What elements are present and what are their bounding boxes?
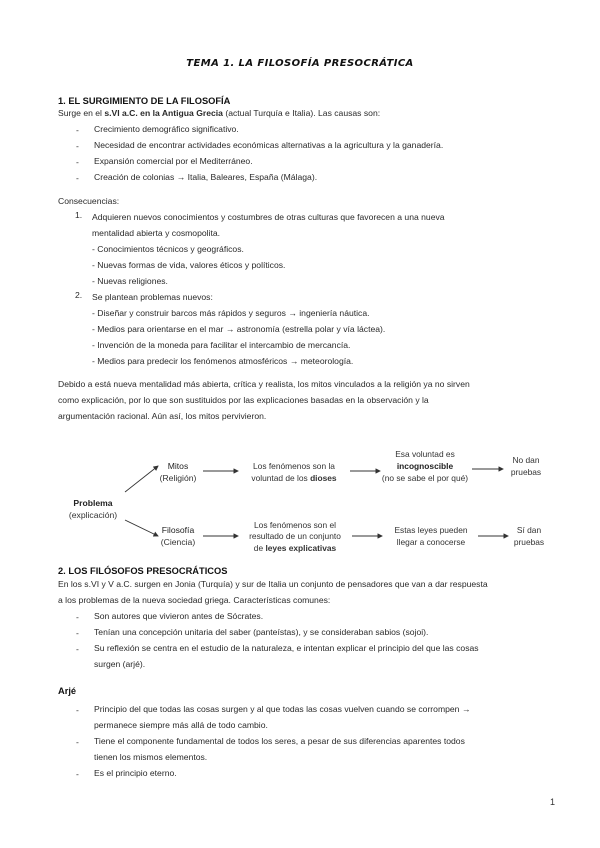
intro-text: Surge en el <box>58 108 105 118</box>
intro-text: (actual Turquía e Italia). Las causas son: <box>222 108 381 118</box>
diagram-bot-end-2: pruebas <box>513 537 545 547</box>
diagram-bot-mid-1: Los fenómenos son el <box>254 520 336 530</box>
diagram-bot-mid-2: resultado de un conjunto <box>249 531 341 541</box>
feature-item-cont: surgen (arjé). <box>94 659 146 669</box>
concept-diagram <box>0 440 600 560</box>
diagram-top-r1: Esa voluntad es <box>395 449 455 459</box>
consequences-label: Consecuencias: <box>58 196 120 206</box>
diagram-bot-mid-3: de leyes explicativas <box>253 543 337 553</box>
section-heading-2: 2. LOS FILÓSOFOS PRESOCRÁTICOS <box>58 566 228 576</box>
feature-item: Tenían una concepción unitaria del saber (panteístas), y se consideraban sabios (sojoi). <box>94 627 429 637</box>
cause-item: Crecimiento demográfico significativo. <box>94 124 239 134</box>
list-bullet: - <box>76 157 79 167</box>
cause-item: Necesidad de encontrar actividades económicas alternativas a la agricultura y la ganadería. <box>94 140 444 150</box>
feature-item: Son autores que vivieron antes de Sócrates. <box>94 611 264 621</box>
sub-item: - Invención de la moneda para facilitar el intercambio de mercancía. <box>92 340 351 350</box>
arje-item: Principio del que todas las cosas surgen y al que todas las cosas vuelven cuando se corrompen → <box>94 704 471 714</box>
list-bullet: - <box>76 737 79 747</box>
section-heading-1: 1. EL SURGIMIENTO DE LA FILOSOFÍA <box>58 96 231 106</box>
diagram-top-end-2: pruebas <box>510 467 542 477</box>
diagram-top-r2: incognoscible <box>396 461 454 471</box>
diagram-explicacion: (explicación) <box>68 510 118 520</box>
consequence-2-line: Se plantean problemas nuevos: <box>92 292 213 302</box>
list-bullet: - <box>76 141 79 151</box>
list-number: 1. <box>75 210 83 220</box>
intro-bold: s.VI a.C. en la Antigua Grecia <box>104 108 223 118</box>
diagram-filosofia: Filosofía <box>161 525 195 535</box>
consequence-1-line: mentalidad abierta y cosmopolita. <box>92 228 221 238</box>
arrow-to-mitos <box>125 466 158 492</box>
list-bullet: - <box>76 705 79 715</box>
diagram-top-end-1: No dan <box>512 455 540 465</box>
diagram-top-mid-2: voluntad de los dioses <box>251 473 337 483</box>
cause-item: Expansión comercial por el Mediterráneo. <box>94 156 253 166</box>
list-bullet: - <box>76 612 79 622</box>
consequence-1-line: Adquieren nuevos conocimientos y costumbres de otras culturas que favorecen a una nueva <box>92 212 445 222</box>
list-number: 2. <box>75 290 83 300</box>
diagram-top-r3: (no se sabe el por qué) <box>381 473 469 483</box>
section2-intro-line: En los s.VI y V a.C. surgen en Jonia (Turquía) y sur de Italia un conjunto de pensadores que van a dar respuesta <box>58 579 488 589</box>
sub-item: - Nuevas religiones. <box>92 276 168 286</box>
diagram-bot-end-1: Sí dan <box>516 525 542 535</box>
sub-item: - Medios para orientarse en el mar → astronomía (estrella polar y vía láctea). <box>92 324 386 334</box>
feature-item: Su reflexión se centra en el estudio de la naturaleza, e intentan explicar el principio del que las cosas <box>94 643 479 653</box>
arje-item-cont: tienen los mismos elementos. <box>94 752 208 762</box>
diagram-ciencia: (Ciencia) <box>160 537 196 547</box>
section2-intro-line: a los problemas de la nueva sociedad griega. Características comunes: <box>58 595 331 605</box>
list-bullet: - <box>76 173 79 183</box>
diagram-religion: (Religión) <box>159 473 197 483</box>
paragraph-line: como explicación, por lo que son sustituidos por las explicaciones basadas en la observación y la <box>58 395 429 405</box>
list-bullet: - <box>76 628 79 638</box>
page-number: 1 <box>549 797 555 807</box>
arje-item: Tiene el componente fundamental de todos los seres, a pesar de sus diferencias aparentes todos <box>94 736 465 746</box>
sub-item: - Nuevas formas de vida, valores éticos y políticos. <box>92 260 286 270</box>
page-title: TEMA 1. LA FILOSOFÍA PRESOCRÁTICA <box>186 58 414 69</box>
diagram-top-mid-1: Los fenómenos son la <box>253 461 335 471</box>
diagram-bot-r1: Estas leyes pueden <box>394 525 468 535</box>
sub-item: - Conocimientos técnicos y geográficos. <box>92 244 244 254</box>
arrow-to-filosofia <box>125 520 158 536</box>
sub-item: - Medios para predecir los fenómenos atmosféricos → meteorología. <box>92 356 354 366</box>
list-bullet: - <box>76 769 79 779</box>
diagram-problema: Problema <box>73 498 113 508</box>
list-bullet: - <box>76 125 79 135</box>
list-bullet: - <box>76 644 79 654</box>
arje-item: Es el principio eterno. <box>94 768 177 778</box>
paragraph-line: argumentación racional. Aún así, los mitos pervivieron. <box>58 411 267 421</box>
diagram-bot-r2: llegar a conocerse <box>396 537 466 547</box>
paragraph-line: Debido a está nueva mentalidad más abierta, crítica y realista, los mitos vinculados a la religión ya no sirven <box>58 379 470 389</box>
section1-intro <box>58 106 543 122</box>
cause-item: Creación de colonias → Italia, Baleares, España (Málaga). <box>94 172 318 182</box>
arje-item-cont: permanece siempre más allá de todo cambio. <box>94 720 268 730</box>
diagram-mitos: Mitos <box>167 461 189 471</box>
sub-item: - Diseñar y construir barcos más rápidos y seguros → ingeniería náutica. <box>92 308 370 318</box>
arje-heading: Arjé <box>58 686 77 696</box>
